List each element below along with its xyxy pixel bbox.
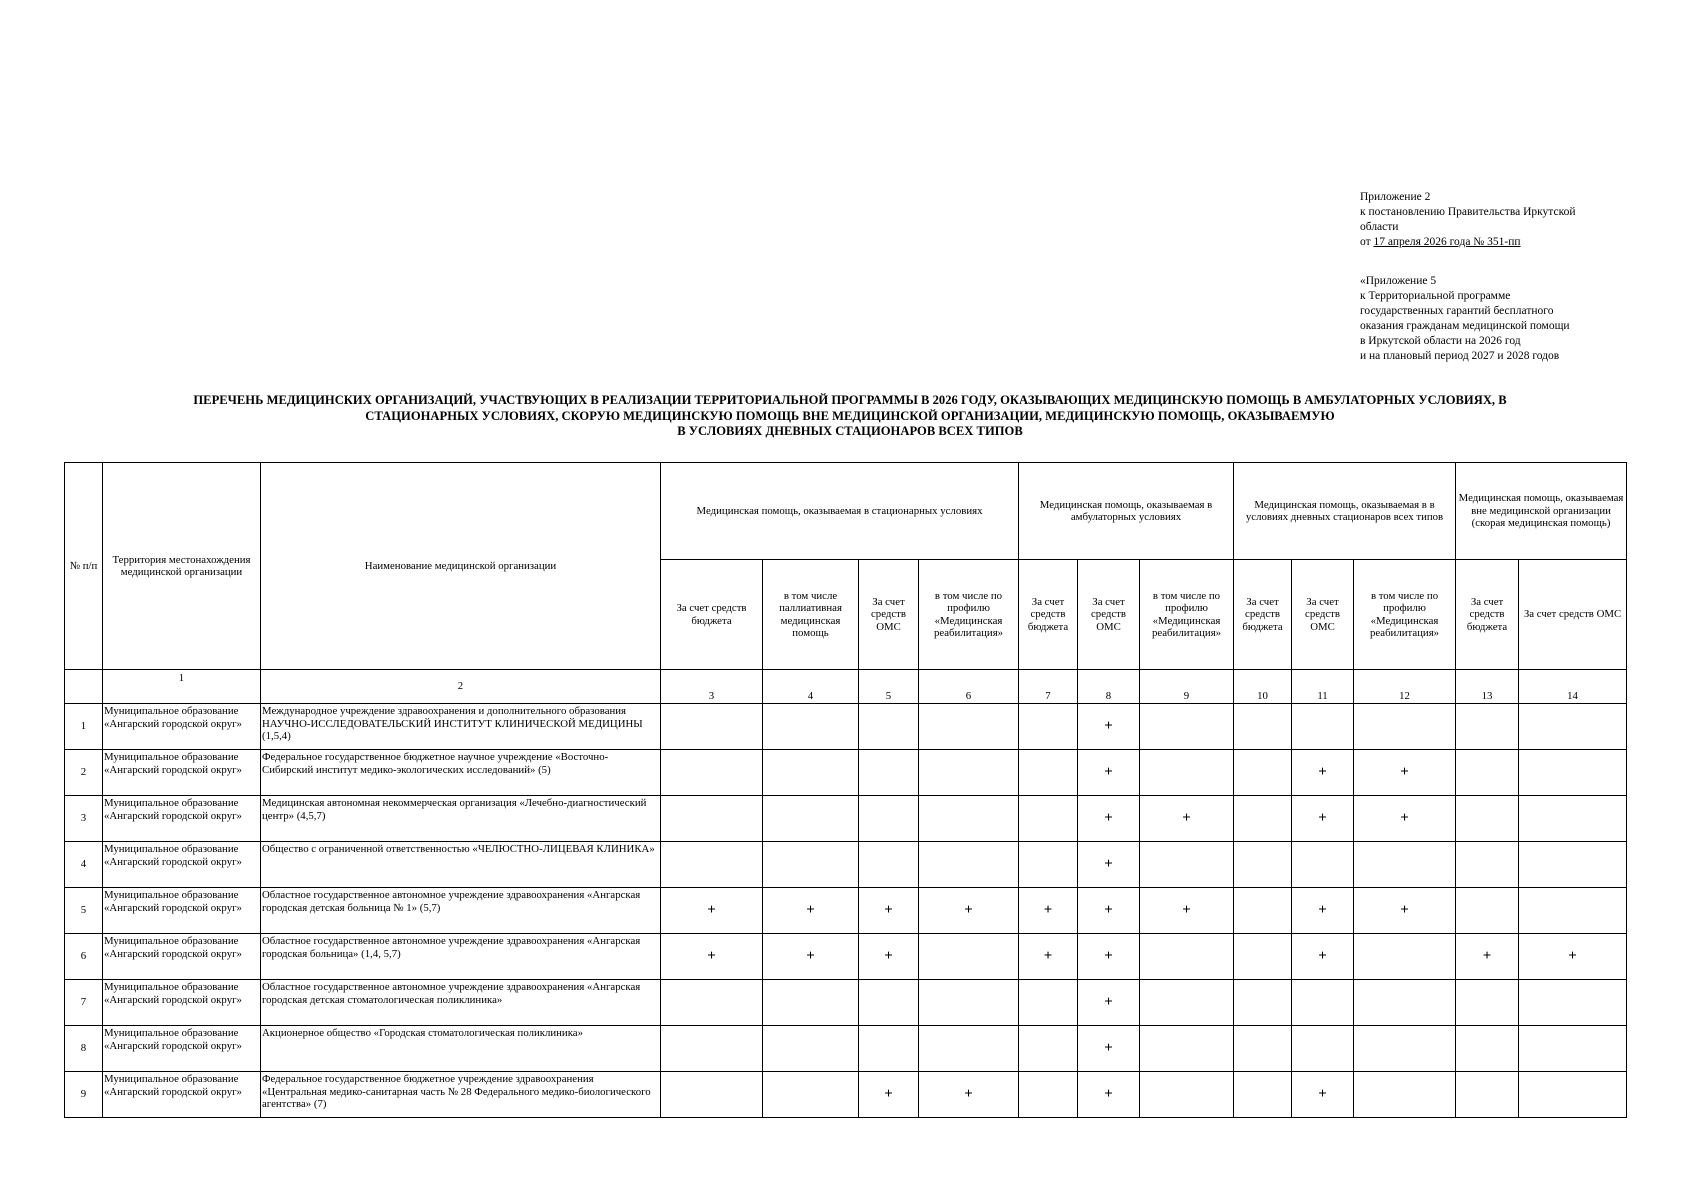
participation-mark <box>1456 842 1519 888</box>
table-row <box>65 842 1627 888</box>
participation-mark <box>1354 934 1456 980</box>
appendix-date-prefix: от <box>1360 236 1374 248</box>
participation-mark <box>1019 796 1078 842</box>
participation-mark <box>1292 980 1354 1026</box>
participation-mark: + <box>1354 750 1456 796</box>
participation-mark <box>1519 1026 1627 1072</box>
participation-mark <box>1456 750 1519 796</box>
row-territory: Муниципальное образование «Ангарский городской округ» <box>103 1072 261 1118</box>
participation-mark: + <box>1354 796 1456 842</box>
participation-mark: + <box>1078 796 1140 842</box>
table-row <box>65 796 1627 842</box>
participation-mark <box>1456 1072 1519 1118</box>
row-territory: Муниципальное образование «Ангарский городской округ» <box>103 704 261 750</box>
participation-mark <box>1519 842 1627 888</box>
participation-mark <box>1234 796 1292 842</box>
participation-mark: + <box>1078 1072 1140 1118</box>
participation-mark <box>1354 1026 1456 1072</box>
participation-mark <box>661 1072 763 1118</box>
participation-mark <box>1140 750 1234 796</box>
header-group-emergency: Медицинская помощь, оказываемая вне медицинской организации (скорая медицинская помощь) <box>1456 463 1627 560</box>
appendix-line: к постановлению Правительства Иркутской <box>1360 206 1576 218</box>
participation-mark <box>859 842 919 888</box>
participation-mark <box>1019 1072 1078 1118</box>
subheader: За счет средств ОМС <box>1519 560 1627 670</box>
participation-mark <box>1519 1072 1627 1118</box>
participation-mark: + <box>1078 934 1140 980</box>
row-organization: Федеральное государственное бюджетное научное учреждение «Восточно-Сибирский институт медико-экологических исследований» (5) <box>261 750 661 796</box>
column-number: 10 <box>1234 670 1292 704</box>
column-number: 13 <box>1456 670 1519 704</box>
participation-mark <box>859 750 919 796</box>
row-territory: Муниципальное образование «Ангарский городской округ» <box>103 842 261 888</box>
participation-mark <box>859 980 919 1026</box>
table-row <box>65 704 1627 750</box>
table-row <box>65 1072 1627 1118</box>
subheader: За счет средств бюджета <box>1234 560 1292 670</box>
row-number: 5 <box>65 888 103 934</box>
participation-mark <box>763 842 859 888</box>
subheader: За счет средств бюджета <box>661 560 763 670</box>
header-num: № п/п <box>65 463 103 670</box>
participation-mark <box>1519 750 1627 796</box>
participation-mark <box>763 796 859 842</box>
title-line: В УСЛОВИЯХ ДНЕВНЫХ СТАЦИОНАРОВ ВСЕХ ТИПОВ <box>677 424 1023 438</box>
participation-mark <box>1234 704 1292 750</box>
participation-mark <box>1234 750 1292 796</box>
participation-mark <box>1019 842 1078 888</box>
participation-mark <box>1019 750 1078 796</box>
row-number: 3 <box>65 796 103 842</box>
column-number: 14 <box>1519 670 1627 704</box>
column-number: 8 <box>1078 670 1140 704</box>
participation-mark <box>1234 1026 1292 1072</box>
row-number: 9 <box>65 1072 103 1118</box>
appendix-line: оказания гражданам медицинской помощи <box>1360 320 1570 332</box>
row-organization: Федеральное государственное бюджетное учреждение здравоохранения «Центральная медико-санитарная часть № 28 Федерального медико-биологического агентства» (7) <box>261 1072 661 1118</box>
participation-mark <box>661 1026 763 1072</box>
row-number: 1 <box>65 704 103 750</box>
appendix-date: 17 апреля 2026 года № 351-пп <box>1373 236 1521 248</box>
participation-mark <box>1140 704 1234 750</box>
row-territory: Муниципальное образование «Ангарский городской округ» <box>103 1026 261 1072</box>
participation-mark <box>919 980 1019 1026</box>
participation-mark <box>661 842 763 888</box>
appendix-date-line <box>1360 235 1575 250</box>
participation-mark: + <box>859 934 919 980</box>
participation-mark: + <box>763 888 859 934</box>
participation-mark <box>1140 842 1234 888</box>
participation-mark <box>859 1026 919 1072</box>
participation-mark: + <box>763 934 859 980</box>
row-number: 8 <box>65 1026 103 1072</box>
column-number: 3 <box>661 670 763 704</box>
participation-mark <box>1354 842 1456 888</box>
participation-mark: + <box>1078 1026 1140 1072</box>
header-territory: Территория местонахождения медицинской организации <box>103 463 261 670</box>
row-territory: Муниципальное образование «Ангарский городской округ» <box>103 796 261 842</box>
row-territory: Муниципальное образование «Ангарский городской округ» <box>103 980 261 1026</box>
participation-mark <box>1292 1026 1354 1072</box>
appendix-line: государственных гарантий бесплатного <box>1360 305 1554 317</box>
subheader: За счет средств бюджета <box>1019 560 1078 670</box>
row-territory: Муниципальное образование «Ангарский городской округ» <box>103 888 261 934</box>
participation-mark <box>1140 1026 1234 1072</box>
participation-mark <box>1456 796 1519 842</box>
column-number: 9 <box>1140 670 1234 704</box>
participation-mark <box>661 980 763 1026</box>
participation-mark: + <box>1078 750 1140 796</box>
participation-mark <box>763 1072 859 1118</box>
participation-mark <box>1456 980 1519 1026</box>
column-number: 1 <box>103 670 261 704</box>
subheader: За счет средств ОМС <box>1292 560 1354 670</box>
participation-mark <box>1234 888 1292 934</box>
row-organization: Областное государственное автономное учреждение здравоохранения «Ангарская городская детская больница № 1» (5,7) <box>261 888 661 934</box>
participation-mark: + <box>919 888 1019 934</box>
column-number: 12 <box>1354 670 1456 704</box>
participation-mark: + <box>661 888 763 934</box>
participation-mark <box>763 750 859 796</box>
participation-mark <box>919 1026 1019 1072</box>
participation-mark <box>859 704 919 750</box>
participation-mark <box>763 704 859 750</box>
subheader: в том числе по профилю «Медицинская реабилитация» <box>919 560 1019 670</box>
subheader: За счет средств ОМС <box>859 560 919 670</box>
participation-mark: + <box>1519 934 1627 980</box>
table-row <box>65 980 1627 1026</box>
subheader: в том числе по профилю «Медицинская реабилитация» <box>1140 560 1234 670</box>
appendix-line: и на плановый период 2027 и 2028 годов <box>1360 350 1560 362</box>
participation-mark <box>1234 842 1292 888</box>
table-body <box>65 704 1627 1118</box>
participation-mark: + <box>661 934 763 980</box>
row-number: 4 <box>65 842 103 888</box>
participation-mark: + <box>1078 888 1140 934</box>
row-organization: Медицинская автономная некоммерческая организация «Лечебно-диагностический центр» (4,5,7) <box>261 796 661 842</box>
participation-mark: + <box>1019 934 1078 980</box>
participation-mark: + <box>919 1072 1019 1118</box>
participation-mark <box>919 842 1019 888</box>
table-row <box>65 750 1627 796</box>
row-number: 2 <box>65 750 103 796</box>
participation-mark <box>1519 704 1627 750</box>
participation-mark <box>859 796 919 842</box>
header-organization: Наименование медицинской организации <box>261 463 661 670</box>
participation-mark <box>919 704 1019 750</box>
participation-mark <box>661 750 763 796</box>
participation-mark <box>1140 934 1234 980</box>
participation-mark: + <box>1078 704 1140 750</box>
participation-mark: + <box>1140 888 1234 934</box>
participation-mark: + <box>1456 934 1519 980</box>
participation-mark: + <box>859 888 919 934</box>
participation-mark: + <box>1292 934 1354 980</box>
row-number: 6 <box>65 934 103 980</box>
appendix-line: Приложение 2 <box>1360 191 1431 203</box>
participation-mark <box>1019 980 1078 1026</box>
header-group-inpatient: Медицинская помощь, оказываемая в стационарных условиях <box>661 463 1019 560</box>
header-group-day-hospital: Медицинская помощь, оказываемая в в условиях дневных стационаров всех типов <box>1234 463 1456 560</box>
participation-mark <box>661 704 763 750</box>
column-number: 4 <box>763 670 859 704</box>
participation-mark <box>1019 1026 1078 1072</box>
row-organization: Акционерное общество «Городская стоматологическая поликлиника» <box>261 1026 661 1072</box>
row-organization: Областное государственное автономное учреждение здравоохранения «Ангарская городская больница» (1,4, 5,7) <box>261 934 661 980</box>
subheader: За счет средств бюджета <box>1456 560 1519 670</box>
participation-mark <box>1140 980 1234 1026</box>
participation-mark: + <box>859 1072 919 1118</box>
column-number: 7 <box>1019 670 1078 704</box>
appendix-line: области <box>1360 221 1399 233</box>
participation-mark <box>1292 842 1354 888</box>
participation-mark: + <box>1019 888 1078 934</box>
organizations-table <box>64 462 1627 1118</box>
participation-mark: + <box>1292 796 1354 842</box>
participation-mark <box>1234 980 1292 1026</box>
column-number: 6 <box>919 670 1019 704</box>
participation-mark <box>1456 888 1519 934</box>
column-number: 5 <box>859 670 919 704</box>
participation-mark <box>1519 888 1627 934</box>
participation-mark <box>1519 980 1627 1026</box>
participation-mark <box>1354 980 1456 1026</box>
participation-mark: + <box>1292 750 1354 796</box>
table-row <box>65 1026 1627 1072</box>
title-line: ПЕРЕЧЕНЬ МЕДИЦИНСКИХ ОРГАНИЗАЦИЙ, УЧАСТВУЮЩИХ В РЕАЛИЗАЦИИ ТЕРРИТОРИАЛЬНОЙ ПРОГРАММЫ В 2026 ГОДУ, ОКАЗЫВАЮЩИХ МЕДИЦИНСКУЮ ПОМОЩЬ В АМБУЛАТОРНЫХ УСЛОВИЯХ, В <box>193 393 1507 407</box>
participation-mark <box>1140 1072 1234 1118</box>
document-title <box>60 393 1640 440</box>
participation-mark: + <box>1078 842 1140 888</box>
participation-mark <box>919 796 1019 842</box>
title-line: СТАЦИОНАРНЫХ УСЛОВИЯХ, СКОРУЮ МЕДИЦИНСКУЮ ПОМОЩЬ ВНЕ МЕДИЦИНСКОЙ ОРГАНИЗАЦИИ, МЕДИЦИНСКУЮ ПОМОЩЬ, ОКАЗЫВАЕМУЮ <box>365 408 1335 423</box>
appendix-line: к Территориальной программе <box>1360 290 1511 302</box>
participation-mark <box>1519 796 1627 842</box>
subheader: в том числе паллиативная медицинская помощь <box>763 560 859 670</box>
subheader: в том числе по профилю «Медицинская реабилитация» <box>1354 560 1456 670</box>
column-number: 2 <box>261 670 661 704</box>
appendix-line: в Иркутской области на 2026 год <box>1360 335 1521 347</box>
participation-mark <box>919 750 1019 796</box>
column-number-blank <box>65 670 103 704</box>
appendix-current-block <box>1360 190 1575 250</box>
participation-mark <box>1456 704 1519 750</box>
participation-mark <box>1234 934 1292 980</box>
participation-mark <box>763 980 859 1026</box>
participation-mark <box>763 1026 859 1072</box>
row-organization: Общество с ограниченной ответственностью «ЧЕЛЮСТНО-ЛИЦЕВАЯ КЛИНИКА» <box>261 842 661 888</box>
participation-mark <box>1354 1072 1456 1118</box>
row-territory: Муниципальное образование «Ангарский городской округ» <box>103 750 261 796</box>
table-row <box>65 934 1627 980</box>
participation-mark: + <box>1140 796 1234 842</box>
participation-mark: + <box>1078 980 1140 1026</box>
row-organization: Международное учреждение здравоохранения и дополнительного образования НАУЧНО-ИССЛЕДОВАТЕЛЬСКИЙ ИНСТИТУТ КЛИНИЧЕСКОЙ МЕДИЦИНЫ (1,5,4) <box>261 704 661 750</box>
row-territory: Муниципальное образование «Ангарский городской округ» <box>103 934 261 980</box>
column-number: 11 <box>1292 670 1354 704</box>
participation-mark: + <box>1292 888 1354 934</box>
appendix-original-block <box>1360 274 1570 364</box>
row-number: 7 <box>65 980 103 1026</box>
participation-mark <box>919 934 1019 980</box>
header-group-outpatient: Медицинская помощь, оказываемая в амбулаторных условиях <box>1019 463 1234 560</box>
participation-mark <box>1234 1072 1292 1118</box>
participation-mark <box>1354 704 1456 750</box>
appendix-line: «Приложение 5 <box>1360 275 1437 287</box>
participation-mark <box>1019 704 1078 750</box>
participation-mark <box>1292 704 1354 750</box>
participation-mark <box>661 796 763 842</box>
participation-mark: + <box>1354 888 1456 934</box>
subheader: За счет средств ОМС <box>1078 560 1140 670</box>
participation-mark: + <box>1292 1072 1354 1118</box>
table-row <box>65 888 1627 934</box>
row-organization: Областное государственное автономное учреждение здравоохранения «Ангарская городская детская стоматологическая поликлиника» <box>261 980 661 1026</box>
participation-mark <box>1456 1026 1519 1072</box>
